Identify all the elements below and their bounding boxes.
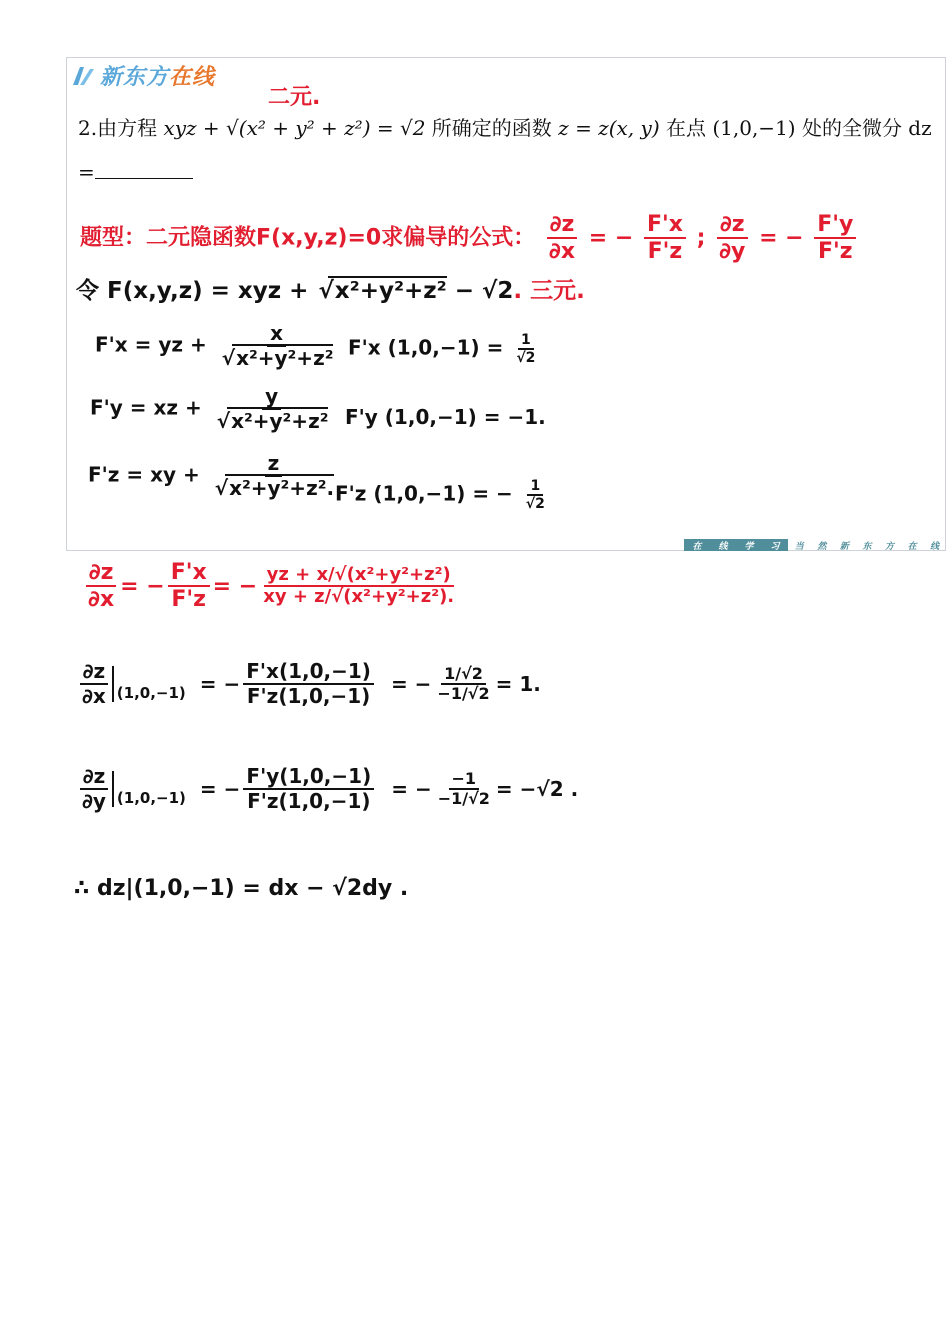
partial-Fx: F'x = yz + x √ x²+y²+z² (95, 322, 339, 370)
partial-Fz: F'z = xy + z √ x²+y²+z². (88, 452, 340, 500)
value-Fy: F'y (1,0,−1) = −1. (345, 405, 546, 429)
note-three-variables: . 三元. (513, 278, 585, 304)
value-Fz: F'z (1,0,−1) = − $\frac{1}{√2}$ (335, 478, 545, 513)
dz-dy-at-point: $\frac{\partial z}{\partial y}$ (1,0,−1) = − $\frac{F'y(1,0,-1)}{F'z(1,0,-1)}$ = − $\frac{-1}{-1/√2}$ = −√2 . (76, 765, 578, 813)
dz-dx-at-point: $\frac{\partial z}{\partial x}$ (1,0,−1) = − $\frac{F'x(1,0,-1)}{F'z(1,0,-1)}$ = − $\frac{1/√2}{-1/√2}$ = 1. (76, 660, 541, 708)
note-two-variables: 二元. (268, 85, 321, 110)
footer-slogan (684, 539, 946, 551)
answer-blank[interactable] (95, 178, 193, 179)
logo-text-accent: 在线 (169, 65, 216, 90)
problem-equation: xyz + √(x² + y² + z²) = √2 (163, 116, 426, 140)
value-Fx: F'x (1,0,−1) = $\frac{1}{√2}$ (348, 332, 536, 367)
final-answer: ∴ dz|(1,0,−1) = dx − √2dy . (74, 876, 409, 901)
problem-statement: 2.由方程 xyz + √(x² + y² + z²) = √2 所确定的函数 z = z(x, y) 在点 (1,0,−1) 处的全微分 dz (78, 116, 932, 140)
logo-mark-icon (70, 63, 96, 89)
question-type-line: 题型：二元隐函数F(x,y,z)=0求偏导的公式： $\frac{\partial z}{\partial x}$ = − $\frac{F'x}{F'z}$ ; $\frac{\partial z}{\partial y}$ = − $\frac{F'y}{F'z}$ (80, 212, 859, 265)
problem-function: z = z(x, y) (558, 116, 660, 140)
footer-slogan-light: 当 然 新 东 方 在 线 (794, 541, 940, 552)
brand-logo (70, 60, 215, 91)
footer-slogan-dark: 在 线 学 习 (684, 539, 788, 551)
partial-Fy: F'y = xz + y √ x²+y²+z² (90, 385, 334, 433)
answer-blank-line: = (78, 160, 193, 184)
logo-text-main: 新东方 (100, 65, 170, 90)
dz-dx-formula: $\frac{\partial z}{\partial x}$ = − $\frac{F'x}{F'z}$ = − $\frac{\text{yz + x/√(x²+y²+z²)}}{\text{xy + z/√(x²+y²+z²).}}$ (82, 560, 460, 613)
define-F-line: 令 F(x,y,z) = xyz + √ x²+y²+z² − √2. 三元. (76, 272, 585, 305)
